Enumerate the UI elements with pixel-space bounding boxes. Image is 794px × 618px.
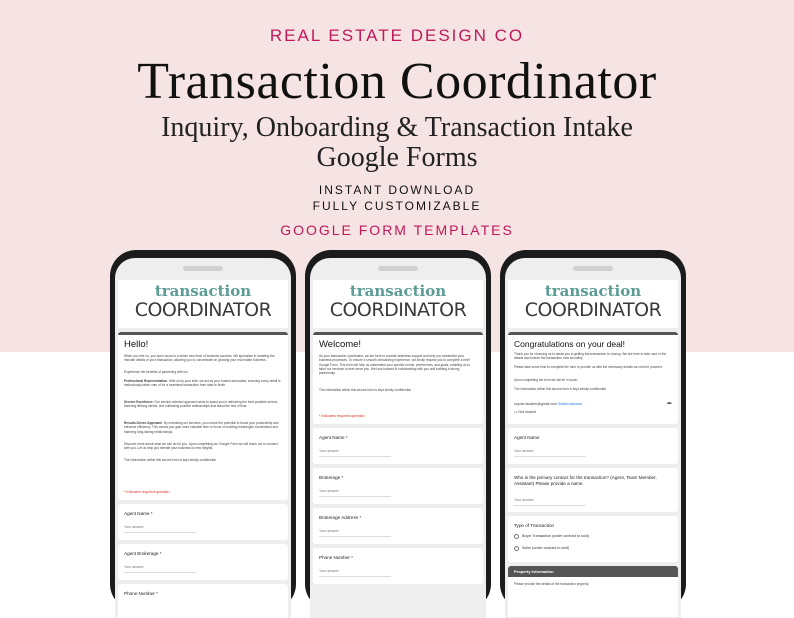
subtitle-line-2: Google Forms <box>316 142 478 173</box>
form-title: Hello! <box>124 339 149 350</box>
question-label: Type of Transaction <box>514 523 555 528</box>
paragraph-heading: Professional Representation <box>124 379 168 383</box>
page-title: Transaction Coordinator <box>137 53 657 110</box>
question-label: Agent Name <box>514 435 540 440</box>
question-label: Phone Number * <box>124 591 158 596</box>
logo-line-2: COORDINATOR <box>329 299 467 321</box>
question-card <box>118 544 288 580</box>
intro-paragraph <box>124 400 282 409</box>
account-email: snyder.lacates@gmail.com <box>514 402 557 406</box>
paragraph-heading: Results-Driven Approach <box>124 421 163 425</box>
answer-input[interactable]: Your answer <box>319 489 339 493</box>
phone-notch <box>573 266 613 271</box>
card-accent-bar <box>508 332 678 335</box>
form-header-logo <box>508 280 678 328</box>
question-card <box>508 516 678 562</box>
question-card <box>313 508 483 544</box>
answer-input[interactable]: Your answer <box>514 449 534 453</box>
phone-mockup-onboarding <box>305 250 491 610</box>
confidential-note: The information within this secure form is kept strictly confidential <box>319 388 411 392</box>
not-shared-label: Not shared <box>518 410 536 414</box>
intro-paragraph: Please take some time to complete the form to provide us with the necessary details we need to proceed. <box>514 365 663 369</box>
question-label: Who is the primary contact for the transaction? (Agent, Team Member, Assistant) Please provide a name. <box>514 475 657 486</box>
feature-instant-download: INSTANT DOWNLOAD <box>318 183 476 197</box>
answer-input[interactable]: Your answer <box>514 498 534 502</box>
answer-input[interactable]: Your answer <box>319 569 339 573</box>
intro-paragraph: Thank you for choosing us to assist you in getting this transaction to closing. We are here to take care of the details and ensure the transaction runs smoothly. <box>514 352 667 361</box>
intro-paragraph <box>124 379 282 388</box>
answer-underline <box>319 496 391 497</box>
cloud-icon: ☁ <box>666 400 672 406</box>
intro-paragraph: Discover more about what we can do for you. Upon completing our Google Form we will reach out to connect with you. Let us help you elevate your business to new heights. <box>124 442 278 451</box>
question-label: Agent Name * <box>124 511 153 516</box>
phone-mockup-inquiry <box>110 250 296 610</box>
phone-screen <box>505 258 681 618</box>
answer-input[interactable]: Your answer <box>319 449 339 453</box>
paragraph-body: . By entrusting our services, you unlock the potential to boost your productivity and enhance efficiency. This means you gain more valuable time to focus on building meaningful connections and fostering long-lasting relationships. <box>124 421 279 434</box>
form-header-logo <box>313 280 483 328</box>
section-title: Property Information <box>514 569 554 574</box>
question-card <box>508 468 678 512</box>
question-card <box>118 504 288 540</box>
radio-button[interactable] <box>514 534 519 539</box>
confidential-note: The information within this secure form is kept strictly confidential <box>514 387 606 391</box>
intro-paragraph: Upon completing the form we will be in touch. <box>514 378 579 382</box>
section-description: Please provide the details of the transaction property. <box>514 582 590 586</box>
question-card <box>313 428 483 464</box>
answer-underline <box>124 532 196 533</box>
form-header-logo <box>118 280 288 328</box>
radio-label: Buyer Transaction (under contract to sold) <box>522 534 589 538</box>
radio-button[interactable] <box>514 546 519 551</box>
question-label: Brokerage Address * <box>319 515 362 520</box>
confidential-note: The information within this secure form is kept strictly confidential <box>124 458 216 462</box>
intro-paragraph <box>124 421 282 434</box>
answer-underline <box>124 572 196 573</box>
brand-name: REAL ESTATE DESIGN CO <box>269 26 525 45</box>
section-header <box>508 566 678 577</box>
card-accent-bar <box>118 332 288 335</box>
logo-line-1: transaction <box>349 282 447 300</box>
answer-input[interactable]: Your answer <box>319 529 339 533</box>
answer-input[interactable]: Your answer <box>124 525 144 529</box>
answer-underline <box>514 456 586 457</box>
answer-underline <box>514 505 586 506</box>
answer-underline <box>319 536 391 537</box>
answer-underline <box>319 576 391 577</box>
card-accent-bar <box>313 332 483 335</box>
question-card <box>313 468 483 504</box>
form-title: Congratulations on your deal! <box>514 339 626 349</box>
not-shared-note: ▭ Not shared <box>514 410 536 414</box>
feature-customizable: FULLY CUSTOMIZABLE <box>312 199 482 213</box>
question-label: Agent Brokerage * <box>124 551 162 556</box>
form-intro-card <box>118 332 288 500</box>
required-note: * Indicates required question <box>319 414 365 418</box>
logo-line-1: transaction <box>544 282 642 300</box>
question-label: Agent Name * <box>319 435 348 440</box>
form-intro-card <box>313 332 483 424</box>
paragraph-heading: Service Excellence <box>124 400 153 404</box>
switch-account-link[interactable]: Switch account <box>558 402 583 406</box>
templates-label: GOOGLE FORM TEMPLATES <box>280 222 514 238</box>
account-row <box>514 402 582 406</box>
intro-paragraph: Experience the benefits of partnering with us! <box>124 370 188 374</box>
subtitle-line-1: Inquiry, Onboarding & Transaction Intake <box>161 112 633 143</box>
radio-label: Seller (under contract to sold) <box>522 546 570 550</box>
logo-line-2: COORDINATOR <box>134 299 272 321</box>
logo-line-1: transaction <box>154 282 252 300</box>
section-description-card <box>508 577 678 617</box>
phone-mockup-intake <box>500 250 686 610</box>
phone-screen <box>310 258 486 618</box>
answer-input[interactable]: Your answer <box>124 565 144 569</box>
phone-notch <box>378 266 418 271</box>
form-title: Welcome! <box>319 339 362 350</box>
paragraph-body: : Our service-oriented approach aims to assist you in delivering the best possible service, fostering lifelong clients, and cultivating positive relationships that stand the test of time. <box>124 400 279 409</box>
intro-paragraph: As your transaction coordinator, we are here to provide seamless support and help you streamline your business processes. To ensure a smooth onboarding experience, we kindly request you to complete a brief Google Form. This form will help us understand your specific needs, preferences, and goals, enabling us to tailor our services to best serve you. We look forward to collaborating with you and building a strong partnership. <box>319 354 470 376</box>
form-intro-card <box>508 332 678 424</box>
phone-screen <box>115 258 291 618</box>
intro-paragraph: When you hire us, you open doors to a whole new level of business success. We specialize in handling the intricate details of your transaction, allowing you to concentrate on growing your real estate business. <box>124 354 275 363</box>
question-card <box>118 584 288 618</box>
answer-underline <box>319 456 391 457</box>
phone-notch <box>183 266 223 271</box>
question-label: Brokerage * <box>319 475 344 480</box>
question-card <box>508 428 678 464</box>
logo-line-2: COORDINATOR <box>524 299 662 321</box>
paragraph-body: . With us by your side, we act as your trusted advocates, ensuring every detail is meticulously taken care of for a seamless transaction from start to finish. <box>124 379 281 388</box>
question-label: Phone Number * <box>319 555 353 560</box>
required-note: * Indicates required question <box>124 490 170 494</box>
question-card <box>313 548 483 584</box>
